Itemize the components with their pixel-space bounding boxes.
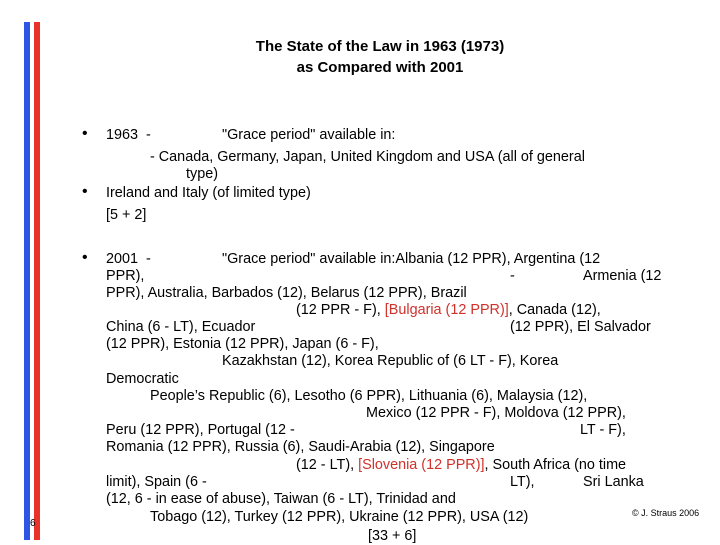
bullet-3-line: Sri Lanka <box>583 474 644 490</box>
bullet-3-line: Mexico (12 PPR - F), Moldova (12 PPR), <box>366 405 626 421</box>
bullet-3-line: - <box>510 268 515 284</box>
bullet-3-line: LT), <box>510 474 535 490</box>
bullet-3-line: Tobago (12), Turkey (12 PPR), Ukraine (12 PPR), USA (12) <box>150 509 529 525</box>
slide-title <box>130 36 630 78</box>
bullet-dot: • <box>82 125 88 142</box>
bullet-3-line: (12 PPR - F), [Bulgaria (12 PPR)], Canada (12), <box>296 302 601 318</box>
bullet-3-line: China (6 - LT), Ecuador <box>106 319 256 335</box>
title-line-1: The State of the Law in 1963 (1973) <box>255 38 505 55</box>
bullet-1-heading: "Grace period" available in: <box>222 127 396 143</box>
bullet-3-count: [33 + 6] <box>368 528 417 544</box>
red-accent-bar <box>34 22 40 540</box>
bullet-3-line: Kazakhstan (12), Korea Republic of (6 LT - F), Korea <box>222 353 559 369</box>
title-line-2: as Compared with 2001 <box>296 59 464 76</box>
bullet-3-year: 2001 - <box>106 251 151 267</box>
bullet-2-text: Ireland and Italy (of limited type) <box>106 185 311 201</box>
bullet-3-line: (12, 6 - in ease of abuse), Taiwan (6 - LT), Trinidad and <box>106 491 456 507</box>
bullet-3-line: PPR), <box>106 268 145 284</box>
highlighted-country: [Bulgaria (12 PPR)] <box>384 302 509 318</box>
bullet-3-line: PPR), Australia, Barbados (12), Belarus (12 PPR), Brazil <box>106 285 467 301</box>
bullet-2-count: [5 + 2] <box>106 207 147 223</box>
bullet-3-line: LT - F), <box>580 422 626 438</box>
bullet-dot: • <box>82 249 88 266</box>
bullet-1-type: type) <box>186 166 218 182</box>
bullet-1-year: 1963 - <box>106 127 151 143</box>
bullet-3-line: People’s Republic (6), Lesotho (6 PPR), Lithuania (6), Malaysia (12), <box>150 388 588 404</box>
highlighted-country: [Slovenia (12 PPR)] <box>358 457 485 473</box>
slide-number: 6 <box>30 518 36 529</box>
bullet-3-line: (12 PPR), El Salvador <box>510 319 651 335</box>
bullet-3-line: Romania (12 PPR), Russia (6), Saudi-Arabia (12), Singapore <box>106 439 495 455</box>
bullet-3-line: limit), Spain (6 - <box>106 474 207 490</box>
copyright-notice: © J. Straus 2006 <box>632 508 700 518</box>
bullet-3-line: (12 PPR), Estonia (12 PPR), Japan (6 - F), <box>106 336 379 352</box>
bullet-3-line: (12 - LT), [Slovenia (12 PPR)], South Africa (no time <box>296 457 627 473</box>
bullet-1-countries: - Canada, Germany, Japan, United Kingdom and USA (all of general <box>150 149 585 165</box>
bullet-3-line: Peru (12 PPR), Portugal (12 - <box>106 422 295 438</box>
bullet-3-line: Armenia (12 <box>583 268 662 284</box>
bullet-dot: • <box>82 183 88 200</box>
bullet-3-line: Democratic <box>106 371 179 387</box>
blue-accent-bar <box>24 22 30 540</box>
bullet-3-line: "Grace period" available in:Albania (12 PPR), Argentina (12 <box>222 251 601 267</box>
